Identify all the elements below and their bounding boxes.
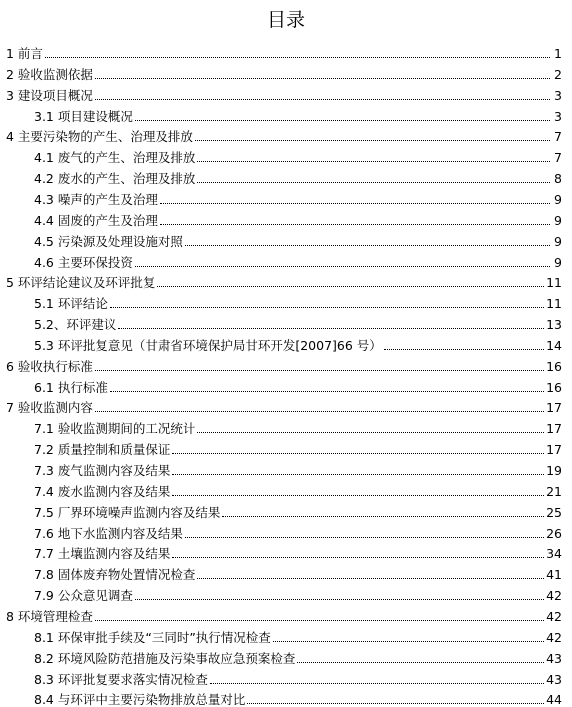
toc-entry-page-number: 16 (546, 379, 562, 395)
dot-leader (118, 328, 544, 329)
toc-entry-page-number: 7 (554, 129, 562, 145)
toc-entry-label: 8.2 环境风险防范措施及污染事故应急预案检查 (34, 650, 296, 666)
toc-entry-page-number: 21 (546, 483, 562, 499)
dot-leader (197, 182, 550, 183)
toc-entry[interactable] (6, 62, 562, 82)
toc-entry-label: 4.6 主要环保投资 (34, 254, 133, 270)
toc-entry[interactable] (34, 479, 562, 499)
toc-entry-page-number: 9 (554, 254, 562, 270)
dot-leader (172, 453, 544, 454)
toc-entry[interactable] (34, 646, 562, 666)
dot-leader (95, 370, 544, 371)
dot-leader (95, 99, 550, 100)
toc-entry-page-number: 7 (554, 150, 562, 166)
dot-leader (95, 411, 544, 412)
toc-entry-page-number: 26 (546, 525, 562, 541)
toc-entry-page-number: 42 (546, 588, 562, 604)
toc-entry[interactable] (34, 541, 562, 561)
toc-entry[interactable] (34, 145, 562, 165)
toc-entry-label: 7.7 土壤监测内容及结果 (34, 546, 171, 562)
toc-entry-page-number: 41 (546, 567, 562, 583)
toc-entry[interactable] (6, 41, 562, 61)
toc-entry-label: 6 验收执行标准 (6, 358, 93, 374)
toc-entry-page-number: 9 (554, 191, 562, 207)
toc-entry-label: 7.4 废水监测内容及结果 (34, 483, 171, 499)
toc-entry-page-number: 16 (546, 358, 562, 374)
dot-leader (95, 620, 544, 621)
dot-leader (172, 557, 544, 558)
toc-entry[interactable] (34, 333, 562, 353)
toc-entry-label: 8.4 与环评中主要污染物排放总量对比 (34, 692, 246, 707)
dot-leader (384, 349, 544, 350)
toc-entry-page-number: 44 (546, 692, 562, 707)
dot-leader (110, 391, 544, 392)
toc-entry[interactable] (34, 166, 562, 186)
toc-entry-label: 8.1 环保审批手续及“三同时”执行情况检查 (34, 629, 271, 645)
dot-leader (135, 266, 550, 267)
toc-entry[interactable] (34, 187, 562, 207)
toc-entry-label: 2 验收监测依据 (6, 66, 93, 82)
toc-entry[interactable] (34, 250, 562, 270)
toc-entry[interactable] (34, 625, 562, 645)
toc-entry[interactable] (34, 208, 562, 228)
toc-entry-page-number: 3 (554, 108, 562, 124)
toc-entry[interactable] (34, 667, 562, 687)
dot-leader (157, 286, 544, 287)
toc-entry[interactable] (6, 83, 562, 103)
dot-leader (160, 203, 550, 204)
toc-entry[interactable] (34, 416, 562, 436)
toc-entry-label: 4 主要污染物的产生、治理及排放 (6, 129, 193, 145)
toc-entry-label: 7.5 厂界环境噪声监测内容及结果 (34, 504, 221, 520)
toc-entry-page-number: 43 (546, 650, 562, 666)
toc-entry-label: 5.3 环评批复意见（甘肃省环境保护局甘环开发[2007]66 号） (34, 337, 382, 353)
toc-entry[interactable] (6, 124, 562, 144)
toc-entry[interactable] (34, 521, 562, 541)
toc-entry[interactable] (34, 458, 562, 478)
toc-entry-label: 7.6 地下水监测内容及结果 (34, 525, 183, 541)
toc-entry[interactable] (6, 395, 562, 415)
toc-entry-label: 4.1 废气的产生、治理及排放 (34, 150, 196, 166)
toc-entry-label: 7.3 废气监测内容及结果 (34, 463, 171, 478)
dot-leader (185, 537, 544, 538)
dot-leader (135, 120, 550, 121)
dot-leader (273, 641, 544, 642)
toc-entry-page-number: 42 (546, 608, 562, 624)
toc-entry-page-number: 11 (546, 296, 562, 312)
toc-entry-page-number: 13 (546, 317, 562, 333)
toc-entry-page-number: 17 (546, 400, 562, 416)
toc-entry-page-number: 1 (554, 46, 562, 61)
toc-entry-page-number: 11 (546, 275, 562, 291)
dot-leader (135, 599, 544, 600)
toc-entry-label: 7.9 公众意见调查 (34, 588, 133, 604)
toc-entry-label: 7.1 验收监测期间的工况统计 (34, 421, 196, 437)
toc-entry-label: 4.3 噪声的产生及治理 (34, 191, 158, 207)
toc-entry[interactable] (6, 354, 562, 374)
dot-leader (197, 161, 550, 162)
toc-entry-label: 8 环境管理检查 (6, 608, 93, 624)
dot-leader (172, 495, 544, 496)
toc-entry[interactable] (6, 604, 562, 624)
dot-leader (197, 578, 544, 579)
toc-entry-label: 7.8 固体废弃物处置情况检查 (34, 567, 196, 583)
dot-leader (95, 78, 550, 79)
toc-entry-page-number: 17 (546, 442, 562, 458)
toc-entry-label: 5.2、环评建议 (34, 317, 117, 333)
dot-leader (160, 224, 550, 225)
toc-entry-label: 7.2 质量控制和质量保证 (34, 442, 171, 458)
toc-entry[interactable] (34, 291, 562, 311)
toc-entry-page-number: 3 (554, 87, 562, 103)
toc-entry-page-number: 42 (546, 629, 562, 645)
toc-entry-label: 8.3 环评批复要求落实情况检查 (34, 671, 208, 687)
toc-entry[interactable] (34, 312, 562, 332)
toc-entry[interactable] (34, 229, 562, 249)
toc-entry-page-number: 25 (546, 504, 562, 520)
toc-title: 目录 (266, 9, 305, 31)
toc-entry-label: 6.1 执行标准 (34, 379, 108, 395)
toc-entry-label: 4.5 污染源及处理设施对照 (34, 233, 183, 249)
dot-leader (110, 307, 544, 308)
toc-entry-label: 4.4 固废的产生及治理 (34, 212, 158, 228)
toc-entry-page-number: 8 (554, 171, 562, 187)
toc-entry-label: 5 环评结论建议及环评批复 (6, 275, 156, 291)
toc-entry[interactable] (34, 375, 562, 395)
dot-leader (222, 516, 544, 517)
toc-entry-label: 1 前言 (6, 46, 43, 61)
toc-entry-label: 4.2 废水的产生、治理及排放 (34, 171, 196, 187)
toc-entry-page-number: 9 (554, 233, 562, 249)
toc-entry-page-number: 2 (554, 66, 562, 82)
toc-entry-page-number: 43 (546, 671, 562, 687)
dot-leader (210, 683, 544, 684)
dot-leader (185, 245, 550, 246)
toc-entry-page-number: 9 (554, 212, 562, 228)
toc-entry-page-number: 17 (546, 421, 562, 437)
toc-entry-page-number: 19 (546, 463, 562, 478)
toc-entry-label: 3 建设项目概况 (6, 87, 93, 103)
dot-leader (247, 703, 544, 704)
toc-entry-label: 7 验收监测内容 (6, 400, 93, 416)
toc-entry[interactable] (34, 437, 562, 457)
toc-entry[interactable] (34, 687, 562, 707)
dot-leader (297, 662, 544, 663)
toc-entry[interactable] (34, 562, 562, 582)
toc-entry[interactable] (34, 500, 562, 520)
toc-entry[interactable] (34, 104, 562, 124)
toc-entry[interactable] (34, 583, 562, 603)
dot-leader (197, 432, 544, 433)
dot-leader (172, 474, 544, 475)
dot-leader (195, 140, 550, 141)
toc-entry-label: 3.1 项目建设概况 (34, 108, 133, 124)
toc-entry[interactable] (6, 270, 562, 290)
toc-entry-page-number: 14 (546, 337, 562, 353)
toc-entry-page-number: 34 (546, 546, 562, 562)
toc-entry-label: 5.1 环评结论 (34, 296, 108, 312)
dot-leader (45, 57, 550, 58)
